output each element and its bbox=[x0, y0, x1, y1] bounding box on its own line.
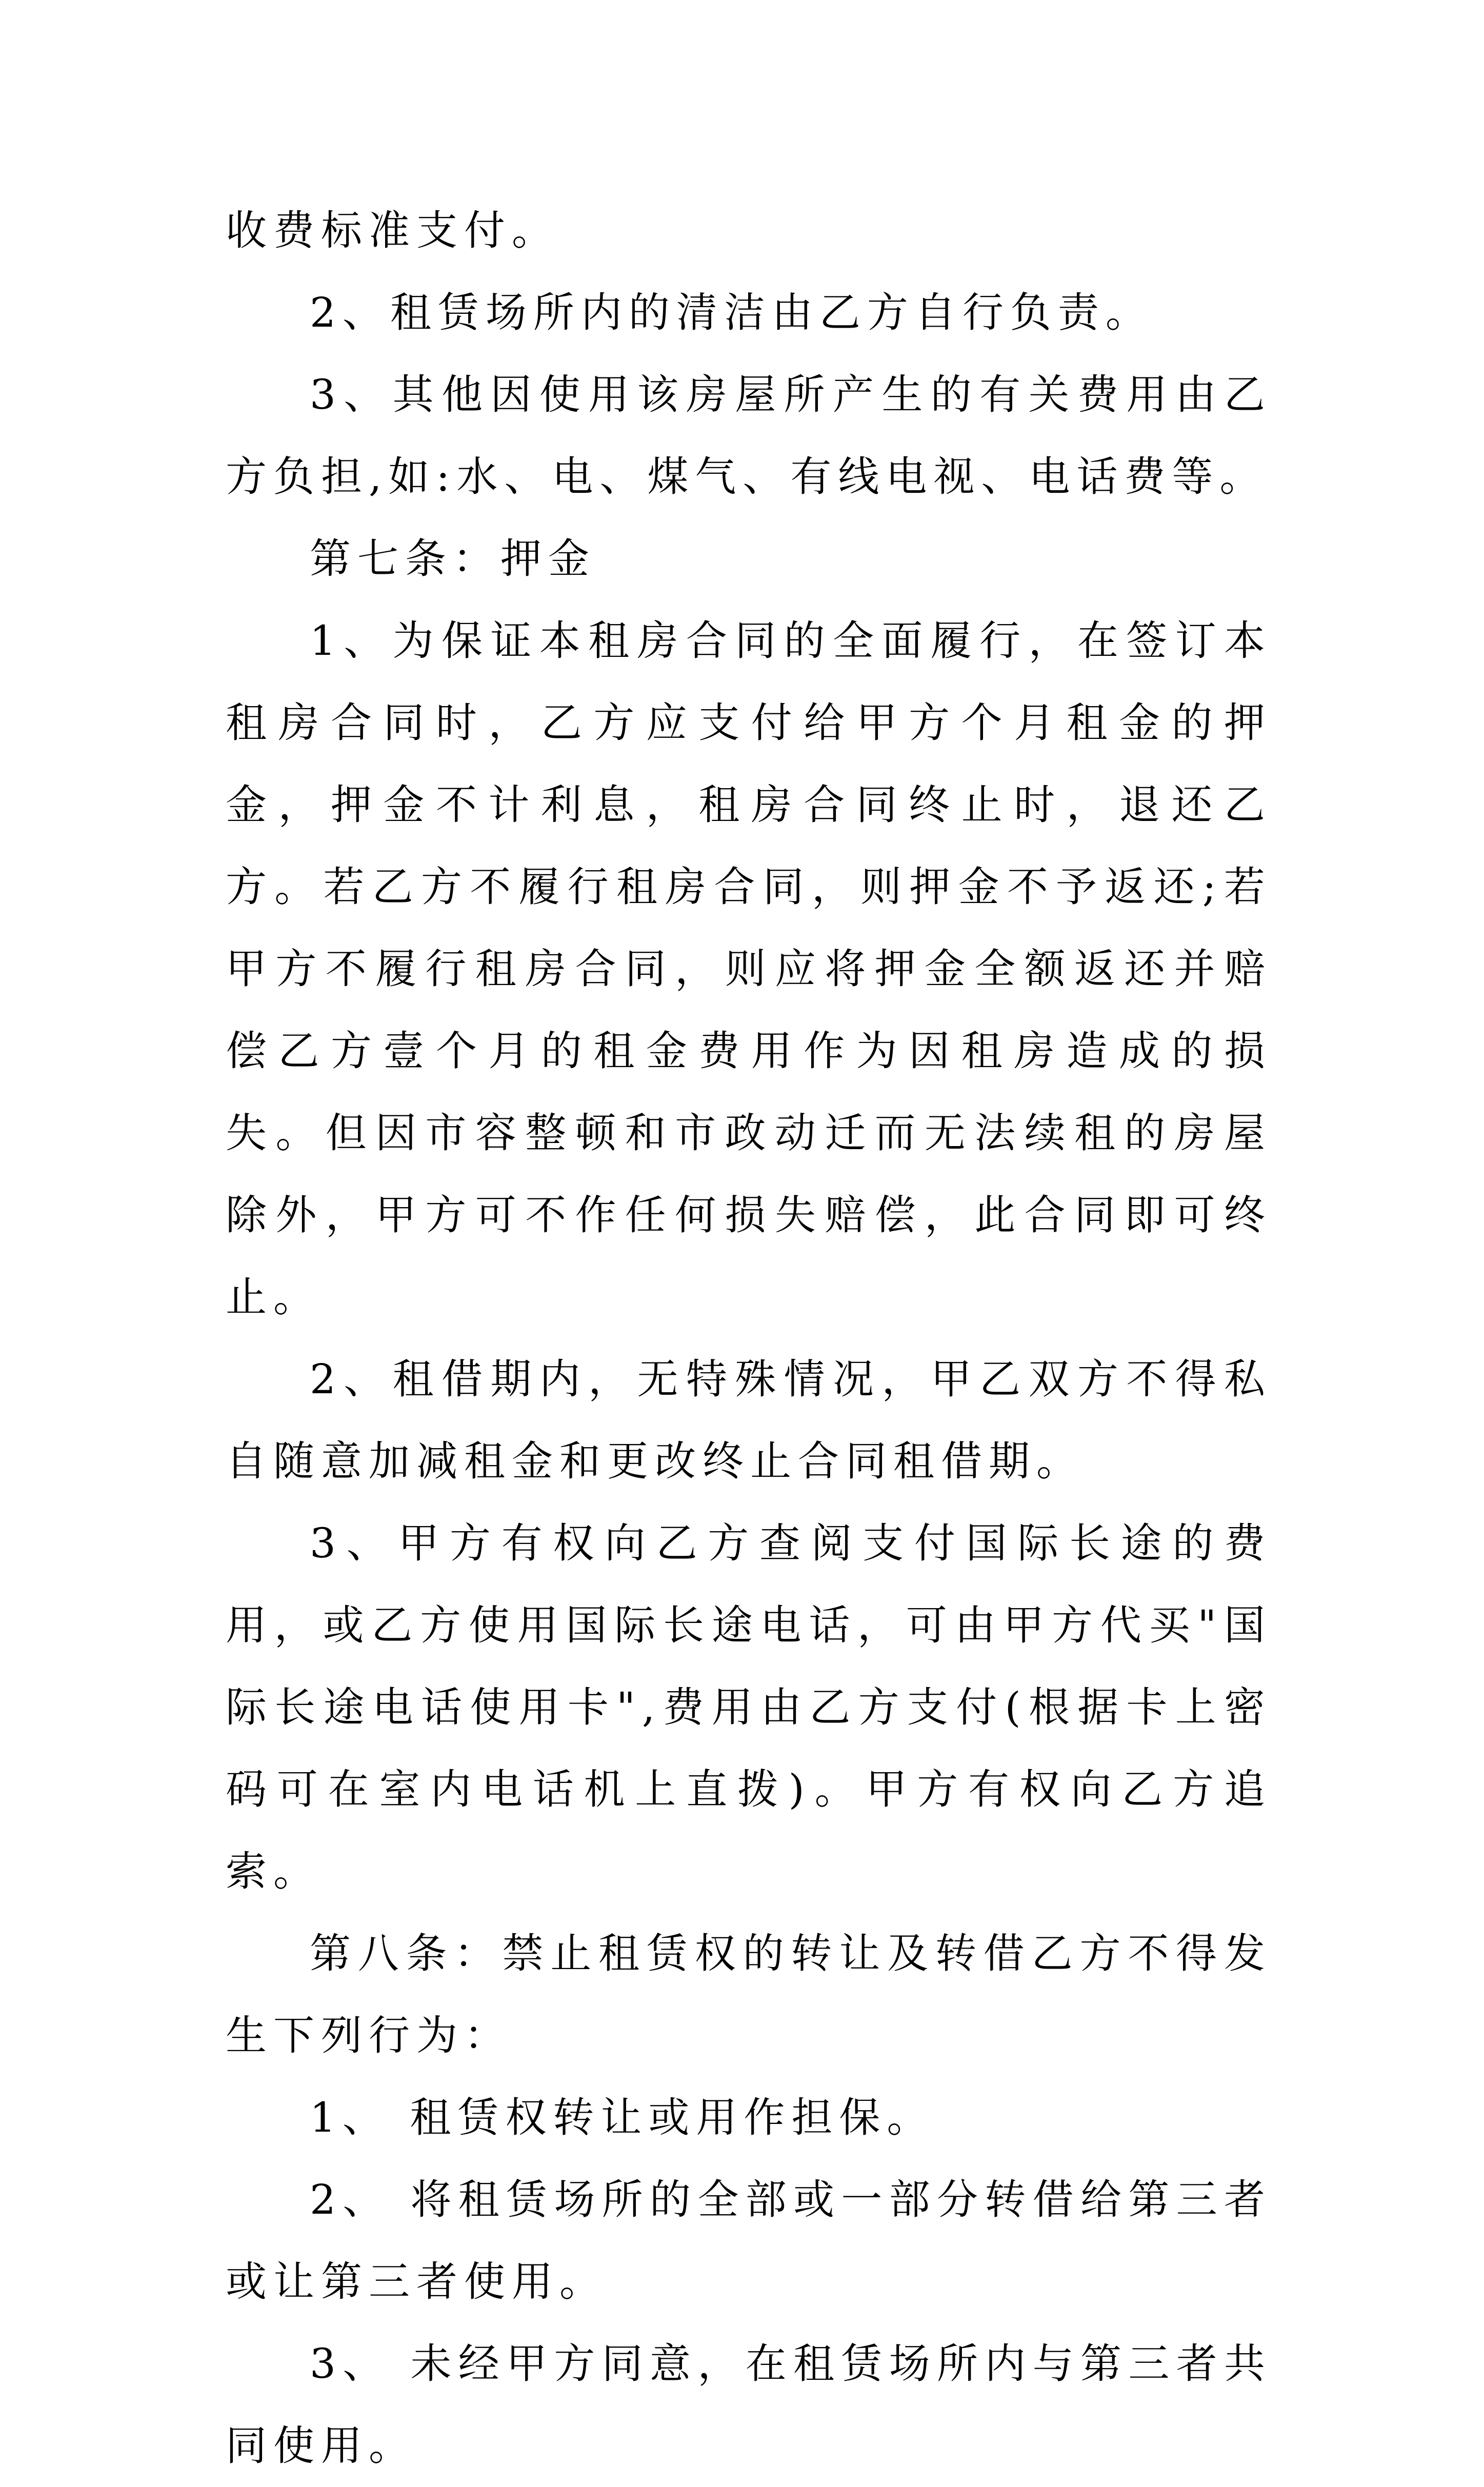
list-item-shared-use: 3、 未经甲方同意，在租赁场所内与第三者共同使用。 bbox=[226, 2340, 1272, 2470]
paragraph-international-calls: 3、甲方有权向乙方查阅支付国际长途的费用，或乙方使用国际长途电话，可由甲方代买"国际长途电话使用卡",费用由乙方支付(根据卡上密码可在室内电话机上直拨)。甲方有权向乙方追索。 bbox=[226, 1519, 1272, 1895]
paragraph-rent-period: 2、租借期内，无特殊情况，甲乙双方不得私自随意加减租金和更改终止合同租借期。 bbox=[226, 1355, 1272, 1485]
paragraph-fee-standard: 收费标准支付。 bbox=[226, 207, 559, 254]
article-8-heading: 第八条：禁止租赁权的转让及转借乙方不得发生下列行为： bbox=[226, 1930, 1272, 2059]
list-item-sublet: 2、 将租赁场所的全部或一部分转借给第三者或让第三者使用。 bbox=[226, 2176, 1272, 2305]
paragraph-cleaning: 2、租赁场所内的清洁由乙方自行负责。 bbox=[310, 289, 1153, 336]
paragraph-deposit-terms: 1、为保证本租房合同的全面履行，在签订本租房合同时，乙方应支付给甲方个月租金的押金，押金不计利息，租房合同终止时，退还乙方。若乙方不履行租房合同，则押金不予返还;若甲方不履行租房合同，则应将押金全额返还并赔偿乙方壹个月的租金费用作为因租房造成的损失。但因市容整顿和市政动迁而无法续租的房屋除外，甲方可不作任何损失赔偿，此合同即可终止。 bbox=[226, 617, 1272, 1321]
document-body bbox=[226, 190, 1272, 2487]
article-7-heading: 第七条：押金 bbox=[310, 535, 596, 583]
list-item-transfer: 1、 租赁权转让或用作担保。 bbox=[310, 2094, 935, 2141]
paragraph-other-fees: 3、其他因使用该房屋所产生的有关费用由乙方负担,如:水、电、煤气、有线电视、电话费等。 bbox=[226, 371, 1272, 500]
